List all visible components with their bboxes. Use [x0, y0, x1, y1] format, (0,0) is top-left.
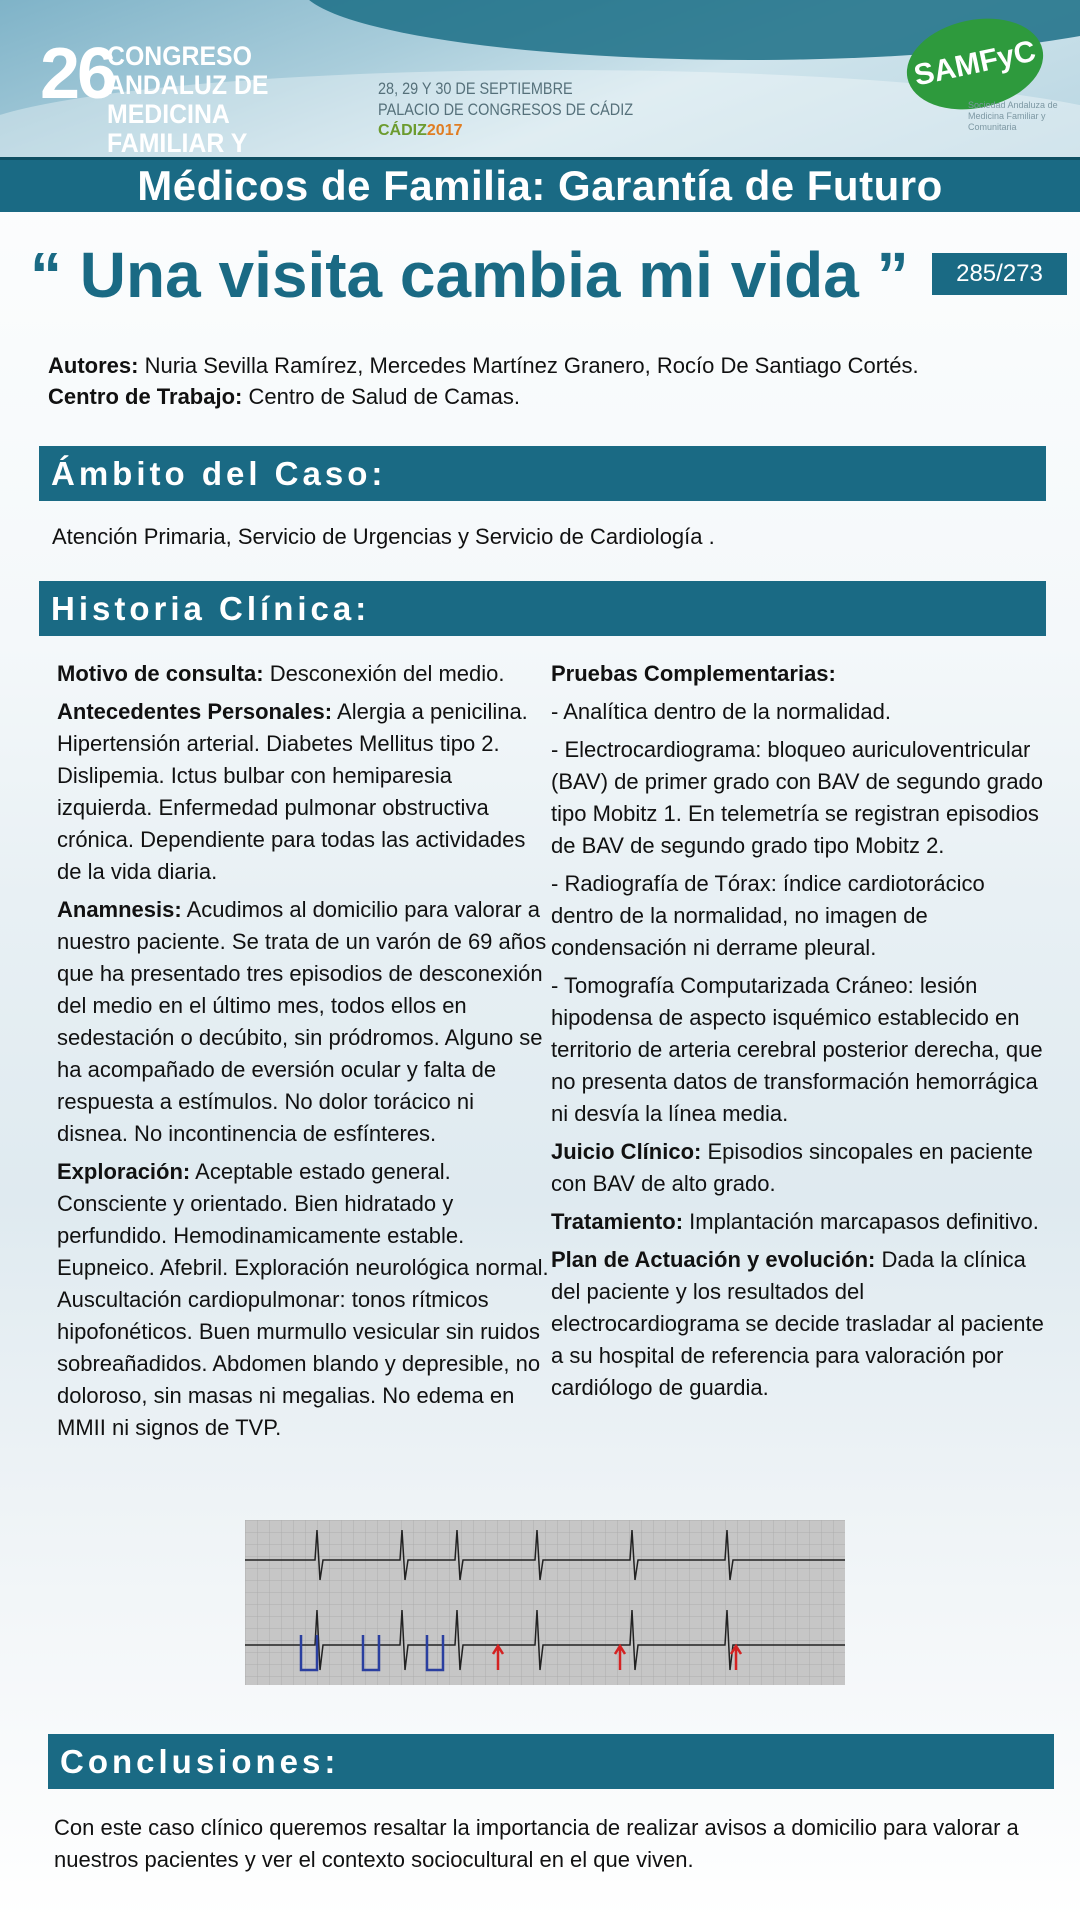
plan-paragraph	[551, 1244, 1049, 1404]
pruebas-item-2: - Electrocardiograma: bloqueo auriculoventricular (BAV) de primer grado con BAV de segundo grado tipo Mobitz 1. En telemetría se registran episodios de BAV de segundo grado tipo Mobitz 2.	[551, 737, 1044, 858]
motivo-label: Motivo de consulta:	[57, 661, 264, 686]
tratamiento-paragraph	[551, 1206, 1049, 1238]
juicio-paragraph	[551, 1136, 1049, 1200]
exploracion-paragraph	[57, 1156, 549, 1444]
conclusion-text: Con este caso clínico queremos resaltar la importancia de realizar avisos a domicilio para valorar a nuestros pacientes y ver el contexto sociocultural en el que viven.	[54, 1815, 1019, 1872]
section-historia-header: Historia Clínica:	[39, 581, 1046, 636]
poster-id-badge: 285/273	[932, 253, 1067, 295]
antecedentes-text: Alergia a penicilina. Hipertensión arterial. Diabetes Mellitus tipo 2. Dislipemia. Ictus bulbar con hemiparesia izquierda. Enfermedad pulmonar obstructiva crónica. Dependiente para todas las actividades de la vida diaria.	[57, 699, 528, 884]
left-column	[57, 658, 549, 1450]
section-ambito-header: Ámbito del Caso:	[39, 446, 1046, 501]
ambito-text: Atención Primaria, Servicio de Urgencias y Servicio de Cardiología .	[52, 524, 715, 549]
anamnesis-paragraph	[57, 894, 549, 1150]
anamnesis-text: Acudimos al domicilio para valorar a nuestro paciente. Se trata de un varón de 69 años que ha presentado tres episodios de desconexión del medio en el último mes, todos ellos en sedestación o decúbito, sin pródromos. Alguno se ha acompañado de eversión ocular y falta de respuesta a estímulos. No dolor torácico ni disnea. No incontinencia de esfínteres.	[57, 897, 547, 1146]
pruebas-label: Pruebas Complementarias:	[551, 661, 836, 686]
header-banner	[0, 0, 1080, 157]
dates-line-1: 28, 29 Y 30 DE SEPTIEMBRE	[378, 79, 573, 98]
congress-year: 2017	[426, 122, 463, 139]
plan-text: Dada la clínica del paciente y los resultados del electrocardiograma se decide trasladar al paciente a su hospital de referencia para valoración por cardiólogo de guardia.	[551, 1247, 1044, 1400]
motivo-text: Desconexión del medio.	[269, 661, 505, 686]
exploracion-label: Exploración:	[57, 1159, 191, 1184]
tratamiento-label: Tratamiento:	[551, 1209, 684, 1234]
motto-text: Médicos de Familia: Garantía de Futuro	[137, 162, 943, 209]
samfyc-logo-subtitle: Sociedad Andaluza de Medicina Familiar y Comunitaria	[968, 100, 1058, 132]
plan-label: Plan de Actuación y evolución:	[551, 1247, 876, 1272]
antecedentes-label: Antecedentes Personales:	[57, 699, 333, 724]
right-column	[551, 658, 1049, 1410]
pruebas-item-3: - Radiografía de Tórax: índice cardiotorácico dentro de la normalidad, no imagen de condensación ni derrame pleural.	[551, 871, 985, 960]
pruebas-item-1: - Analítica dentro de la normalidad.	[551, 699, 891, 724]
authors-label: Autores:	[48, 353, 139, 378]
samfyc-logo: SAMFyC	[898, 7, 1051, 122]
authors-block	[48, 350, 1048, 412]
city-name: CÁDIZ	[378, 122, 427, 139]
ecg-trace-graphic	[245, 1520, 845, 1685]
section-conclusiones-header: Conclusiones:	[48, 1734, 1054, 1789]
congress-dates	[378, 78, 633, 120]
exploracion-text: Aceptable estado general. Consciente y orientado. Bien hidratado y perfundido. Hemodinamicamente estable. Eupneico. Afebril. Exploración neurológica normal. Auscultación cardiopulmonar: tonos rítmicos hipofonéticos. Buen murmullo vesicular sin ruidos sobreañadidos. Abdomen blando y depresible, no doloroso, sin masas ni megalias. No edema en MMII ni signos de TVP.	[57, 1159, 549, 1440]
dates-line-2: PALACIO DE CONGRESOS DE CÁDIZ	[378, 100, 634, 119]
juicio-label: Juicio Clínico:	[551, 1139, 702, 1164]
pruebas-item-4: - Tomografía Computarizada Cráneo: lesión hipodensa de aspecto isquémico establecido en territorio de arteria cerebral posterior derecha, que no presenta datos de transformación hemorrágica ni desvía la línea media.	[551, 973, 1043, 1126]
tratamiento-text: Implantación marcapasos definitivo.	[689, 1209, 1039, 1234]
congress-city	[378, 122, 462, 140]
work-center-label: Centro de Trabajo:	[48, 384, 243, 409]
poster-title: “ Una visita cambia mi vida ”	[30, 239, 909, 311]
ecg-image	[245, 1520, 845, 1685]
anamnesis-label: Anamnesis:	[57, 897, 182, 922]
antecedentes-paragraph	[57, 696, 549, 888]
juicio-text: Episodios sincopales en paciente con BAV de alto grado.	[551, 1139, 1033, 1196]
congress-number: 26	[40, 34, 115, 114]
work-center-value: Centro de Salud de Camas.	[248, 384, 520, 409]
congress-title: CONGRESO ANDALUZ DE MEDICINA FAMILIAR Y	[107, 41, 269, 157]
authors-value: Nuria Sevilla Ramírez, Mercedes Martínez Granero, Rocío De Santiago Cortés.	[144, 353, 919, 378]
motto-bar	[0, 157, 1080, 212]
motivo-paragraph	[57, 658, 549, 690]
